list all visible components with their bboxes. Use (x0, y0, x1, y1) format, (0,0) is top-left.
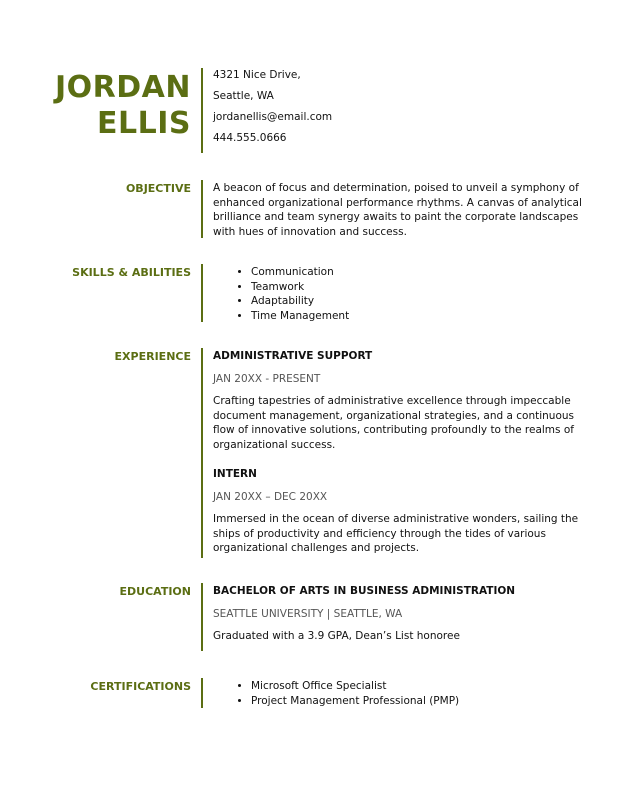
certifications-list (213, 679, 585, 708)
job-date: JAN 20XX - PRESENT (213, 372, 321, 385)
school-name: SEATTLE UNIVERSITY | SEATTLE, WA (213, 607, 403, 620)
first-name: JORDAN (55, 70, 191, 105)
experience-job-1 (213, 349, 585, 453)
certification-item: • Microsoft Office Specialist (251, 679, 585, 694)
job-title: ADMINISTRATIVE SUPPORT (213, 350, 373, 362)
job-description: Crafting tapestries of administrative excellence through impeccable document management, organizational strategies, and a continuous flow of innovative solutions, contributing profoundly to the realms of organizational success. (213, 395, 575, 451)
objective-divider (201, 180, 203, 238)
skills-heading: SKILLS & ABILITIES (72, 266, 191, 279)
skills-list (213, 265, 585, 323)
candidate-name (55, 70, 191, 142)
skill-item: • Adaptability (251, 294, 585, 309)
experience-divider (201, 348, 203, 558)
skill-item: • Communication (251, 265, 585, 280)
city-line: Seattle, WA (213, 90, 274, 103)
certifications-heading: CERTIFICATIONS (90, 680, 191, 693)
objective-text: A beacon of focus and determination, poised to unveil a symphony of enhanced organizational performance rhythms. A canvas of analytical brilliance and team synergy awaits to paint the corporate landscapes with hues of innovation and success. (213, 182, 582, 238)
certifications-list-container (213, 679, 585, 708)
phone-number: 444.555.0666 (213, 132, 287, 145)
education-divider (201, 583, 203, 651)
skill-item: • Teamwork (251, 280, 585, 295)
job-date: JAN 20XX – DEC 20XX (213, 490, 328, 503)
experience-job-2 (213, 467, 585, 556)
education-heading: EDUCATION (119, 585, 191, 598)
skills-divider (201, 264, 203, 322)
certifications-divider (201, 678, 203, 708)
contact-info (213, 68, 585, 152)
skills-list-container (213, 265, 585, 323)
experience-heading: EXPERIENCE (114, 350, 191, 363)
education-note: Graduated with a 3.9 GPA, Dean’s List honoree (213, 630, 460, 643)
job-title: INTERN (213, 468, 257, 480)
header-divider (201, 68, 203, 153)
degree-title: BACHELOR OF ARTS IN BUSINESS ADMINISTRATION (213, 585, 516, 597)
last-name: ELLIS (97, 106, 191, 141)
job-description: Immersed in the ocean of diverse administrative wonders, sailing the ships of productivity and efficiency through the tides of various organizational challenges and projects. (213, 513, 579, 555)
skill-item: • Time Management (251, 309, 585, 324)
email-link[interactable]: jordanellis@email.com (213, 111, 333, 124)
objective-heading: OBJECTIVE (125, 182, 191, 195)
address-line: 4321 Nice Drive, (213, 69, 301, 81)
education-entry (213, 584, 585, 644)
certification-item: • Project Management Professional (PMP) (251, 694, 585, 709)
